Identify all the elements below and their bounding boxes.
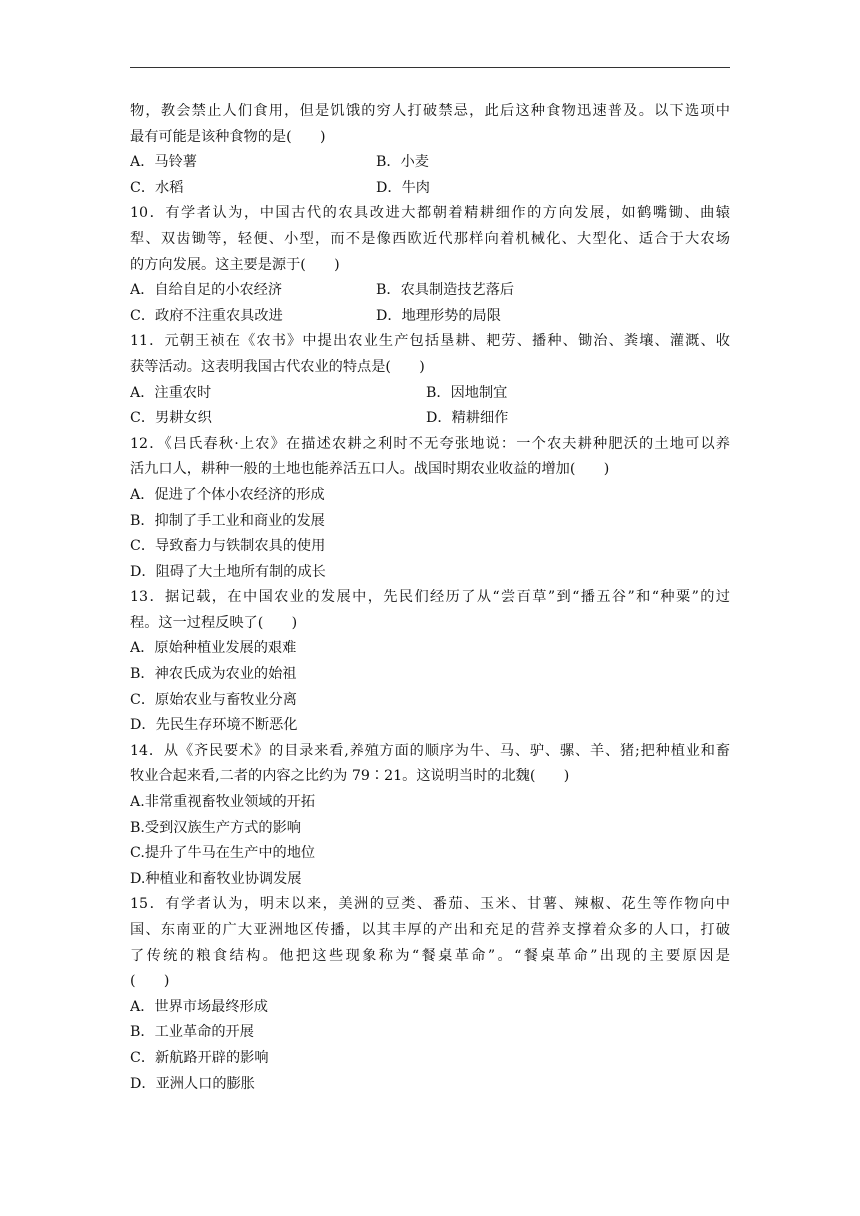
question-11-stem-line-1: 11．元朝王祯在《农书》中提出农业生产包括垦耕、耙劳、播种、锄治、粪壤、灌溉、收 xyxy=(130,333,730,350)
question-10-stem-line-1: 10．有学者认为，中国古代的农具改进大都朝着精耕细作的方向发展，如鹤嘴锄、曲辕 xyxy=(130,205,730,222)
question-12-option-c: C．导致畜力与铁制农具的使用 xyxy=(130,538,326,555)
question-13 xyxy=(130,585,730,739)
question-12-option-b: B．抑制了手工业和商业的发展 xyxy=(130,512,325,529)
question-14-option-c: C.提升了牛马在生产中的地位 xyxy=(130,845,316,862)
question-15-option-b: B．工业革命的开展 xyxy=(130,1024,254,1041)
question-13-stem-line-2: 程。这一过程反映了( ) xyxy=(130,614,298,631)
question-10-option-d: D．地理形势的局限 xyxy=(376,307,501,324)
question-13-option-c: C．原始农业与畜牧业分离 xyxy=(130,691,297,708)
question-15-option-d: D．亚洲人口的膨胀 xyxy=(130,1075,255,1092)
question-15-stem-line-4: ( ) xyxy=(130,973,170,990)
question-15-option-c: C．新航路开辟的影响 xyxy=(130,1049,269,1066)
question-10-option-b: B．农具制造技艺落后 xyxy=(376,282,515,299)
question-11-option-c: C．男耕女织 xyxy=(130,410,212,427)
question-9-stem-line-1: 物，教会禁止人们食用，但是饥饿的穷人打破禁忌，此后这种食物迅速普及。以下选项中 xyxy=(130,103,730,119)
question-11-option-d: D．精耕细作 xyxy=(426,410,509,427)
question-11 xyxy=(130,329,730,431)
header-rule xyxy=(130,67,730,68)
question-10-option-a: A．自给自足的小农经济 xyxy=(130,282,283,299)
question-13-option-a: A．原始种植业发展的艰难 xyxy=(130,640,297,657)
question-12-option-d: D．阻碍了大土地所有制的成长 xyxy=(130,563,326,580)
question-15-stem-line-3: 了传统的粮食结构。他把这些现象称为“餐桌革命”。“餐桌革命”出现的主要原因是 xyxy=(130,947,730,964)
question-9 xyxy=(130,99,730,201)
question-12-stem-line-1: 12．《吕氏春秋·上农》在描述农耕之利时不无夸张地说：一个农夫耕种肥沃的土地可以养 xyxy=(130,435,730,452)
question-12 xyxy=(130,432,730,586)
question-11-options-row-1 xyxy=(130,381,730,407)
question-12-stem-line-2: 活九口人，耕种一般的土地也能养活五口人。战国时期农业收益的增加( ) xyxy=(130,461,610,478)
question-14-option-d: D.种植业和畜牧业协调发展 xyxy=(130,870,302,887)
question-10-options-row-2 xyxy=(130,304,730,330)
question-11-option-a: A．注重农时 xyxy=(130,384,212,401)
question-10-options-row-1 xyxy=(130,278,730,304)
question-12-option-a: A．促进了个体小农经济的形成 xyxy=(130,486,325,503)
question-13-option-d: D．先民生存环境不断恶化 xyxy=(130,717,298,734)
question-10-stem-line-2: 犁、双齿锄等，轻便、小型，而不是像西欧近代那样向着机械化、大型化、适合于大农场 xyxy=(130,230,730,247)
question-9-stem-line-2: 最有可能是该种食物的是( ) xyxy=(130,128,326,145)
question-14-option-a: A.非常重视畜牧业领域的开拓 xyxy=(130,794,316,811)
question-13-option-b: B．神农氏成为农业的始祖 xyxy=(130,666,297,683)
question-list xyxy=(130,99,730,1097)
question-9-option-a: A．马铃薯 xyxy=(130,154,197,171)
question-11-options-row-2 xyxy=(130,406,730,432)
question-9-option-d: D．牛肉 xyxy=(376,179,430,196)
question-11-stem-line-2: 获等活动。这表明我国古代农业的特点是( ) xyxy=(130,358,425,375)
question-15-stem-line-1: 15．有学者认为，明末以来，美洲的豆类、番茄、玉米、甘薯、辣椒、花生等作物向中 xyxy=(130,896,730,913)
question-15-option-a: A．世界市场最终形成 xyxy=(130,998,268,1015)
question-9-options-row-2 xyxy=(130,176,730,202)
question-15-stem-line-2: 国、东南亚的广大亚洲地区传播，以其丰厚的产出和充足的营养支撑着众多的人口，打破 xyxy=(130,922,730,938)
question-11-option-b: B．因地制宜 xyxy=(426,384,508,401)
question-14 xyxy=(130,739,730,893)
question-14-stem-line-2: 牧业合起来看,二者的内容之比约为 79∶21。这说明当时的北魏( ) xyxy=(130,768,570,785)
question-9-option-c: C．水稻 xyxy=(130,179,184,196)
question-10-option-c: C．政府不注重农具改进 xyxy=(130,307,283,324)
question-10 xyxy=(130,201,730,329)
question-10-stem-line-3: 的方向发展。这主要是源于( ) xyxy=(130,256,340,273)
question-14-stem-line-1: 14．从《齐民要术》的目录来看,养殖方面的顺序为牛、马、驴、骡、羊、猪;把种植业和畜 xyxy=(130,742,730,759)
question-13-stem-line-1: 13．据记载，在中国农业的发展中，先民们经历了从“尝百草”到“播五谷”和“种粟”的过 xyxy=(130,589,730,606)
question-15 xyxy=(130,892,730,1097)
question-9-option-b: B．小麦 xyxy=(376,154,429,171)
question-9-options-row-1 xyxy=(130,150,730,176)
question-14-option-b: B.受到汉族生产方式的影响 xyxy=(130,819,301,836)
